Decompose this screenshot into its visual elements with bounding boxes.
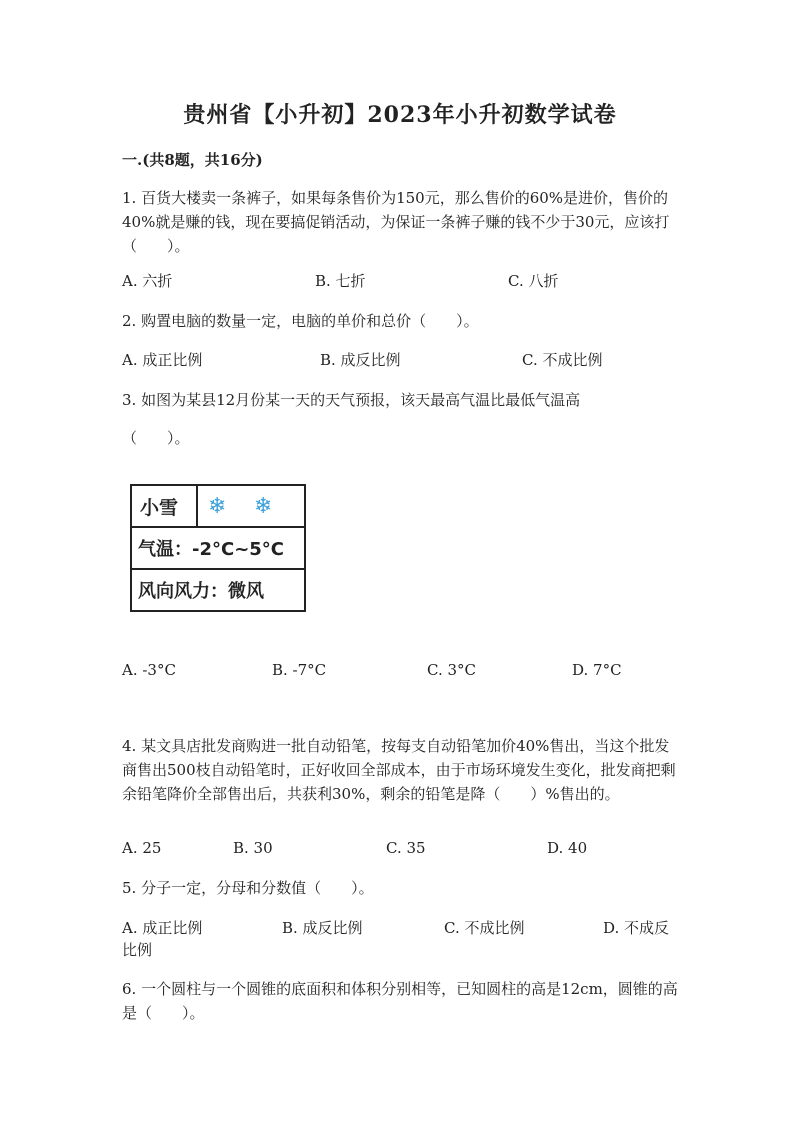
question-3-option-d: D. 7°C bbox=[572, 661, 622, 679]
question-4-option-b: B. 30 bbox=[233, 839, 273, 857]
question-3-text-line2: （ ）。 bbox=[122, 429, 190, 447]
page-title: 贵州省【小升初】2023年小升初数学试卷 bbox=[183, 102, 617, 128]
snowflake-icon: ❄ bbox=[254, 493, 273, 519]
weather-label: 小雪 bbox=[140, 496, 179, 519]
question-5-option-c: C. 不成比例 bbox=[444, 919, 525, 937]
question-1-option-a: A. 六折 bbox=[122, 272, 173, 290]
question-5-option-overflow: 比例 bbox=[122, 941, 153, 959]
question-5-option-d: D. 不成反 bbox=[603, 919, 670, 937]
question-3-text: 3. 如图为某县12月份某一天的天气预报，该天最高气温比最低气温高 bbox=[122, 391, 581, 409]
question-4-option-a: A. 25 bbox=[122, 839, 162, 857]
snowflake-icon: ❄ bbox=[208, 493, 227, 519]
weather-row-temperature bbox=[132, 528, 304, 570]
question-3-option-b: B. -7°C bbox=[272, 661, 327, 679]
question-2-option-b: B. 成反比例 bbox=[320, 351, 401, 369]
question-5-option-a: A. 成正比例 bbox=[122, 919, 203, 937]
question-2-option-c: C. 不成比例 bbox=[522, 351, 603, 369]
question-2-text: 2. 购置电脑的数量一定，电脑的单价和总价（ ）。 bbox=[122, 312, 479, 330]
question-1-option-b: B. 七折 bbox=[315, 272, 366, 290]
question-5-option-b: B. 成反比例 bbox=[282, 919, 363, 937]
question-1-text: 1. 百货大楼卖一条裤子，如果每条售价为150元，那么售价的60%是进价，售价的40%就是赚的钱，现在要搞促销活动，为保证一条裤子赚的钱不少于30元，应该打（ ）。 bbox=[122, 189, 670, 255]
temperature-text: 气温：-2°C~5°C bbox=[138, 539, 285, 560]
question-6-text: 6. 一个圆柱与一个圆锥的底面积和体积分别相等，已知圆柱的高是12cm，圆锥的高是（ ）。 bbox=[122, 980, 678, 1022]
question-3-option-a: A. -3°C bbox=[122, 661, 176, 679]
question-1-option-c: C. 八折 bbox=[508, 272, 559, 290]
weather-row-condition bbox=[132, 486, 304, 528]
question-3-option-c: C. 3°C bbox=[427, 661, 476, 679]
wind-text: 风向风力：微风 bbox=[138, 581, 264, 602]
weather-forecast-figure bbox=[130, 484, 306, 612]
weather-divider bbox=[196, 486, 198, 526]
question-4-option-d: D. 40 bbox=[547, 839, 588, 857]
weather-row-wind bbox=[132, 570, 304, 610]
question-2-option-a: A. 成正比例 bbox=[122, 351, 203, 369]
question-4-option-c: C. 35 bbox=[386, 839, 426, 857]
question-5-text: 5. 分子一定，分母和分数值（ ）。 bbox=[122, 879, 374, 897]
question-4-text: 4. 某文具店批发商购进一批自动铅笔，按每支自动铅笔加价40%售出，当这个批发商售出500枝自动铅笔时，正好收回全部成本，由于市场环境发生变化，批发商把剩余铅笔降价全部售出后，共获利30%，剩余的铅笔是降（ ）%售出的。 bbox=[122, 737, 676, 803]
section-heading: 一.(共8题，共16分) bbox=[122, 151, 263, 169]
